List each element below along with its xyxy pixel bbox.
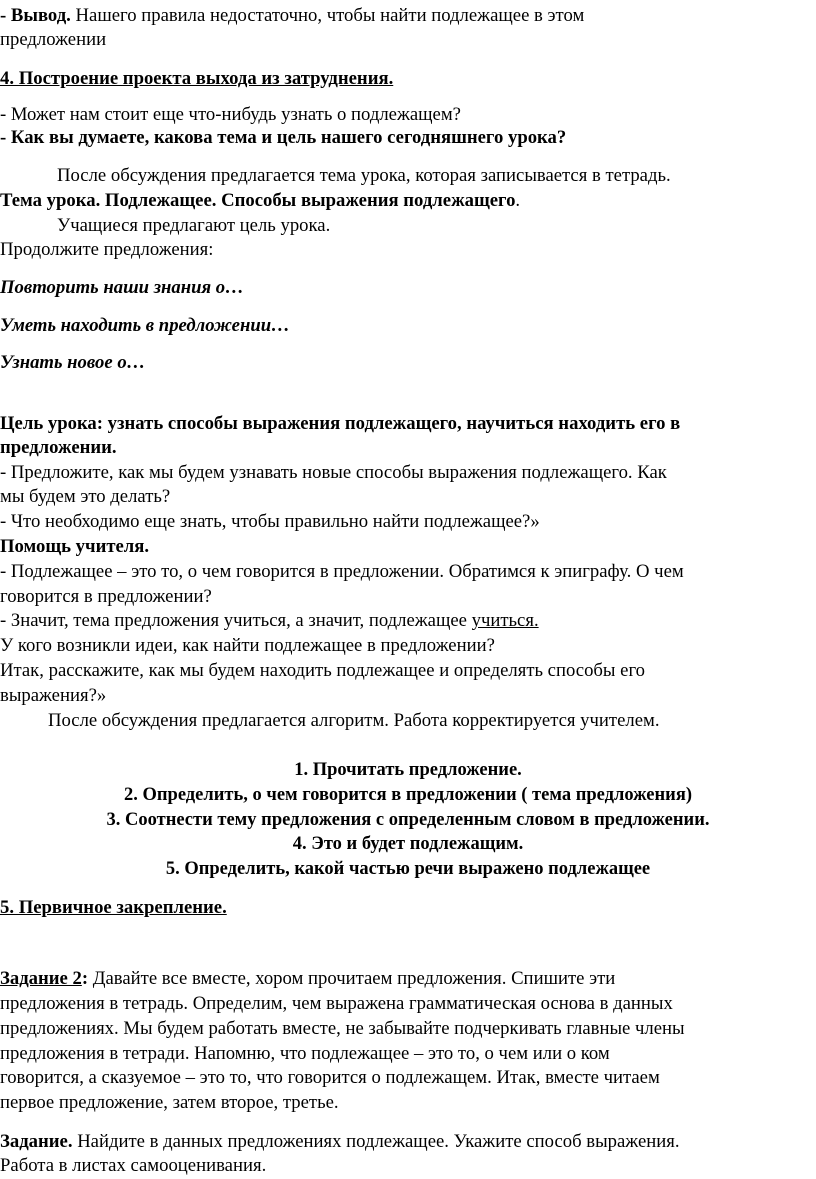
task-2-line-4: предложения в тетради. Напомню, что подлежащее – это то, о чем или о ком xyxy=(0,1043,610,1064)
algorithm-step-5: 5. Определить, какой частью речи выражено подлежащее xyxy=(165,859,651,879)
subject-definition: - Подлежащее – это то, о чем говорится в предложении. Обратимся к эпиграфу. О чем xyxy=(0,561,684,582)
how-find-question: Итак, расскажите, как мы будем находить подлежащее и определять способы его xyxy=(0,660,645,681)
theme-line-underlined: учиться. xyxy=(471,610,539,631)
task-label: Задание. xyxy=(0,1131,73,1152)
lesson-topic xyxy=(0,189,520,213)
section-5-heading: 5. Первичное закрепление. xyxy=(0,897,227,918)
continue-prompt: Продолжите предложения: xyxy=(0,239,214,260)
task-2-line-3: предложениях. Мы будем работать вместе, не забывайте подчеркивать главные члены xyxy=(0,1018,685,1039)
lesson-goal-cont: предложении. xyxy=(0,437,117,458)
lesson-topic-text: Тема урока. Подлежащее. Способы выражения подлежащего xyxy=(0,190,516,211)
question-2: - Как вы думаете, какова тема и цель нашего сегодняшнего урока? xyxy=(0,127,567,148)
algorithm-step-4: 4. Это и будет подлежащим. xyxy=(292,834,524,854)
how-find-question-cont: выражения?» xyxy=(0,685,107,706)
conclusion-line xyxy=(0,4,584,28)
algorithm-step-1: 1. Прочитать предложение. xyxy=(294,760,522,780)
task-2-text: Давайте все вместе, хором прочитаем предложения. Спишите эти xyxy=(88,968,616,989)
conclusion-text-cont: предложении xyxy=(0,29,107,50)
algorithm-step-2: 2. Определить, о чем говорится в предложении ( тема предложения) xyxy=(123,785,693,805)
subject-definition-cont: говорится в предложении? xyxy=(0,586,212,607)
lesson-topic-period: . xyxy=(515,190,521,211)
discussion-paragraph-2: После обсуждения предлагается алгоритм. Работа корректируется учителем. xyxy=(48,710,660,731)
suggest-question-cont: мы будем это делать? xyxy=(0,486,171,507)
algorithm-step-3: 3. Соотнести тему предложения с определенным словом в предложении. xyxy=(106,810,710,830)
question-1: - Может нам стоит еще что-нибудь узнать о подлежащем? xyxy=(0,104,461,125)
conclusion-label: - Вывод. xyxy=(0,5,71,26)
task-line-2: Работа в листах самооценивания. xyxy=(0,1155,267,1176)
section-4-heading: 4. Построение проекта выхода из затруднения. xyxy=(0,68,394,89)
what-else-question: - Что необходимо еще знать, чтобы правильно найти подлежащее?» xyxy=(0,511,540,532)
prompt-repeat: Повторить наши знания о… xyxy=(0,277,244,298)
ideas-question: У кого возникли идеи, как найти подлежащее в предложении? xyxy=(0,635,495,656)
task-2-line xyxy=(0,967,615,991)
theme-line xyxy=(0,609,539,633)
task-2-line-6: первое предложение, затем второе, третье. xyxy=(0,1092,339,1113)
prompt-find: Уметь находить в предложении… xyxy=(0,315,290,336)
task-2-label: Задание 2 xyxy=(0,968,82,989)
task-2-line-5: говорится, а сказуемое – это то, что говорится о подлежащем. Итак, вместе читаем xyxy=(0,1067,660,1088)
task-line xyxy=(0,1130,680,1154)
task-text: Найдите в данных предложениях подлежащее. Укажите способ выражения. xyxy=(72,1131,680,1152)
task-2-colon: : xyxy=(81,968,89,989)
students-goal: Учащиеся предлагают цель урока. xyxy=(57,215,331,236)
prompt-learn: Узнать новое о… xyxy=(0,352,146,373)
suggest-question: - Предложите, как мы будем узнавать новые способы выражения подлежащего. Как xyxy=(0,462,667,483)
task-2-line-2: предложения в тетрадь. Определим, чем выражена грамматическая основа в данных xyxy=(0,993,673,1014)
teacher-help-heading: Помощь учителя. xyxy=(0,536,150,557)
conclusion-text: Нашего правила недостаточно, чтобы найти подлежащее в этом xyxy=(70,5,585,26)
discussion-paragraph-1: После обсуждения предлагается тема урока, которая записывается в тетрадь. xyxy=(57,165,671,186)
theme-line-text: - Значит, тема предложения учиться, а значит, подлежащее xyxy=(0,610,472,631)
lesson-goal: Цель урока: узнать способы выражения подлежащего, научиться находить его в xyxy=(0,413,681,434)
